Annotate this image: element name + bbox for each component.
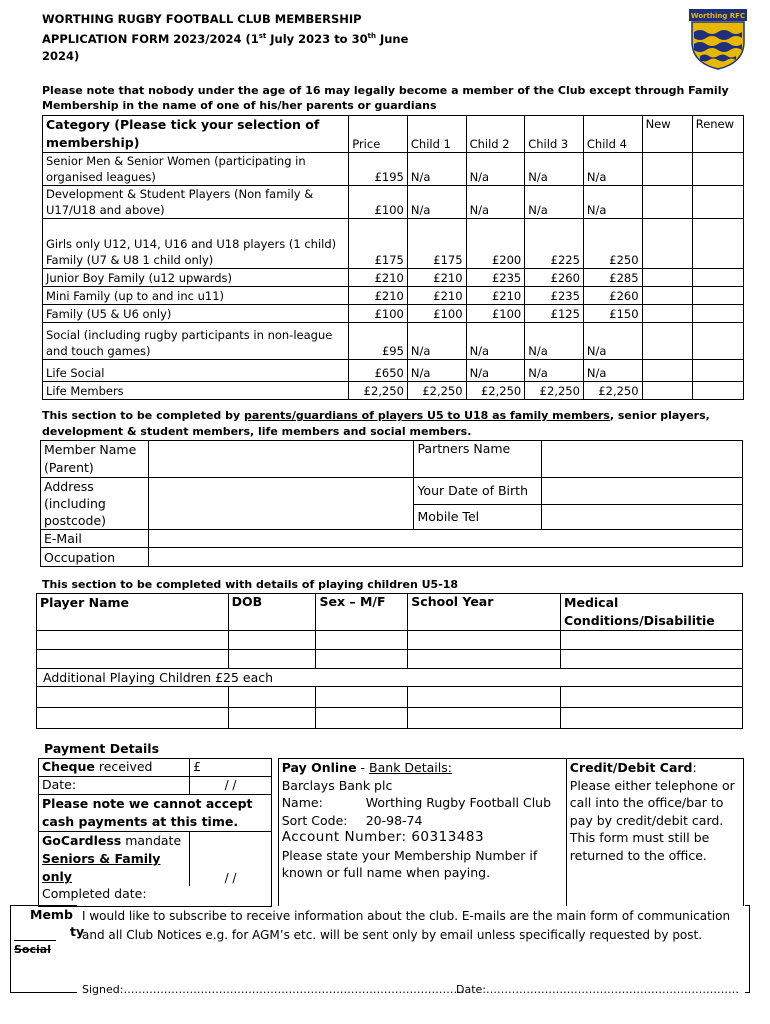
fee-child-1: £175 [407,219,466,269]
header-child-1: Child 1 [407,116,466,153]
title-line-3: 2024) [42,48,80,63]
fee-row [43,305,744,323]
fee-row [43,219,744,269]
payment-reference-note: Please state your Membership Number if known or full name when paying. [281,847,538,880]
header-school-year: School Year [408,594,561,631]
renew-checkbox-cell[interactable] [692,269,743,287]
fee-row [43,269,744,287]
fee-category: Senior Men & Senior Women (participating in organised leagues) [43,153,349,186]
header-renew: Renew [692,116,743,153]
fee-category: Development & Student Players (Non family & U17/U18 and above) [43,186,349,219]
footer-tick-line [14,940,56,941]
new-checkbox-cell[interactable] [642,323,692,360]
label-partners-name: Partners Name [414,441,542,478]
fee-child-2: N/a [466,153,525,186]
fee-child-1: £100 [407,305,466,323]
child-row [37,687,743,708]
fee-category: Life Social [43,360,349,382]
fee-child-2: N/a [466,323,525,360]
title-line-1: WORTHING RUGBY FOOTBALL CLUB MEMBERSHIP [42,12,362,26]
membership-fees-table [42,115,744,400]
fee-price: £100 [349,186,408,219]
gocardless-label: GoCardless mandate Seniors & Family only [39,832,190,887]
mobile-tel-field[interactable] [542,505,743,530]
fee-row [43,153,744,186]
footer-right-border [745,905,750,993]
card-payment-block: Credit/Debit Card: Please either telephone or call into the office/bar to pay by credit/debit card. This form must still be returned to the office. [566,759,743,907]
new-checkbox-cell[interactable] [642,153,692,186]
header-child-2: Child 2 [466,116,525,153]
child-medical-field[interactable] [561,708,743,729]
fee-child-2: £100 [466,305,525,323]
fee-child-3: N/a [525,186,584,219]
children-section-intro: This section to be completed with details of playing children U5-18 [42,578,459,591]
fee-child-2: £200 [466,219,525,269]
ty-fragment: ty [70,924,85,939]
fee-child-3: £260 [525,269,584,287]
renew-checkbox-cell[interactable] [692,153,743,186]
child-name-field[interactable] [37,631,229,650]
date-line[interactable]: Date:…………………………………………………………… [456,983,739,996]
account-name: Name: Worthing Rugby Football Club [281,795,552,810]
child-name-field[interactable] [37,650,229,669]
child-dob-field[interactable] [228,708,316,729]
fee-category: Family (U5 & U6 only) [43,305,349,323]
children-header-row [37,594,743,631]
fee-category: Life Members [43,382,349,400]
child-row [37,650,743,669]
header-new: New [642,116,692,153]
new-checkbox-cell[interactable] [642,186,692,219]
fee-child-3: £2,250 [525,382,584,400]
child-sex-field[interactable] [316,650,408,669]
header-medical: Medical Conditions/Disabilitie [561,594,743,631]
child-name-field[interactable] [37,687,229,708]
header-child-4: Child 4 [583,116,642,153]
member-section-intro: This section to be completed by parents/guardians of players U5 to U18 as family members, senior players, development & student members, life members and social members. [42,409,710,438]
cheque-date-label: Date: [39,777,190,795]
fee-child-1: N/a [407,360,466,382]
header-sex: Sex – M/F [316,594,408,631]
child-school-year-field[interactable] [408,708,561,729]
child-sex-field[interactable] [316,631,408,650]
fee-child-1: N/a [407,153,466,186]
cheque-label: Cheque received [39,759,190,777]
title-line-2: APPLICATION FORM 2023/2024 (1st July 2023 to 30th June [42,31,409,46]
renew-checkbox-cell[interactable] [692,305,743,323]
form-title [42,11,462,65]
subscribe-text: I would like to subscribe to receive information about the club. E-mails are the main form of communication and all Club Notices e.g. for AGM’s etc. will be sent only by email unless specifically requested by post. [82,909,731,942]
fee-child-2: N/a [466,360,525,382]
label-member-name: Member Name (Parent) [41,441,149,478]
child-medical-field[interactable] [561,687,743,708]
fee-child-3: £125 [525,305,584,323]
fee-child-1: N/a [407,323,466,360]
fee-price: £210 [349,287,408,305]
new-checkbox-cell[interactable] [642,305,692,323]
fee-child-4: £2,250 [583,382,642,400]
fee-price: £2,250 [349,382,408,400]
child-school-year-field[interactable] [408,650,561,669]
fee-price: £210 [349,269,408,287]
payment-title: Payment Details [44,741,160,756]
child-dob-field[interactable] [228,687,316,708]
renew-checkbox-cell[interactable] [692,219,743,269]
children-table [36,593,743,729]
pay-online-block [278,759,566,907]
fee-child-3: £225 [525,219,584,269]
child-school-year-field[interactable] [408,631,561,650]
email-field[interactable] [148,530,742,548]
gocardless-date-field[interactable]: / / [190,832,271,887]
fee-child-1: £210 [407,269,466,287]
partners-name-field[interactable] [542,441,743,478]
additional-children-label: Additional Playing Children £25 each [37,669,743,687]
header-player-name: Player Name [37,594,229,631]
label-occupation: Occupation [41,548,149,567]
cheque-amount-field[interactable]: £ [190,759,271,777]
fee-child-2: N/a [466,186,525,219]
occupation-field[interactable] [148,548,742,567]
child-dob-field[interactable] [228,631,316,650]
fee-row [43,382,744,400]
fee-price: £95 [349,323,408,360]
fee-child-4: N/a [583,186,642,219]
social-fragment: Social [14,943,51,956]
renew-checkbox-cell[interactable] [692,323,743,360]
new-checkbox-cell[interactable] [642,269,692,287]
fee-child-2: £235 [466,269,525,287]
fee-child-1: £210 [407,287,466,305]
account-number: Account Number: 60313483 [281,829,485,845]
renew-checkbox-cell[interactable] [692,287,743,305]
child-sex-field[interactable] [316,687,408,708]
fee-child-4: N/a [583,360,642,382]
member-details-table [40,440,743,567]
memb-fragment: Memb [30,907,73,922]
fee-row [43,360,744,382]
signature-line[interactable]: Signed:………………………………………………………………………………… [82,983,465,996]
fee-row [43,323,744,360]
child-dob-field[interactable] [228,650,316,669]
child-row [37,708,743,729]
sort-code: Sort Code: 20-98-74 [281,812,423,828]
member-name-field[interactable] [148,441,414,478]
fee-child-4: N/a [583,323,642,360]
fee-child-4: N/a [583,153,642,186]
new-checkbox-cell[interactable] [642,219,692,269]
label-mobile-tel: Mobile Tel [414,505,542,530]
crest-text: Worthing RFC [690,12,746,20]
fee-category: Girls only U12, U14, U16 and U18 players (1 child) Family (U7 & U8 1 child only) [43,219,349,269]
fee-child-1: N/a [407,186,466,219]
fee-child-2: £2,250 [466,382,525,400]
label-email: E-Mail [41,530,149,548]
fee-category: Mini Family (up to and inc u11) [43,287,349,305]
cash-note: Please note we cannot accept cash payments at this time. [39,795,272,832]
renew-checkbox-cell[interactable] [692,382,743,400]
cheque-date-field[interactable]: / / [190,777,271,795]
fee-child-3: N/a [525,323,584,360]
address-field[interactable] [148,478,414,530]
fee-price: £100 [349,305,408,323]
fee-child-4: £285 [583,269,642,287]
bank-name: Barclays Bank plc [281,777,393,793]
fee-row [43,186,744,219]
club-crest-logo [688,8,748,70]
fee-child-2: £210 [466,287,525,305]
child-medical-field[interactable] [561,650,743,669]
child-sex-field[interactable] [316,708,408,729]
fee-price: £650 [349,360,408,382]
renew-checkbox-cell[interactable] [692,186,743,219]
fee-child-3: N/a [525,153,584,186]
label-address: Address (including postcode) [41,478,149,530]
fee-child-4: £150 [583,305,642,323]
payment-spacer [271,759,278,907]
date-of-birth-field[interactable] [542,478,743,505]
payment-table [38,758,744,907]
new-checkbox-cell[interactable] [642,360,692,382]
fee-category: Social (including rugby participants in non-league and touch games) [43,323,349,360]
header-category: Category (Please tick your selection of membership) [43,116,349,153]
fee-child-3: £235 [525,287,584,305]
fee-child-3: N/a [525,360,584,382]
child-name-field[interactable] [37,708,229,729]
footer-box [10,905,750,995]
fee-category: Junior Boy Family (u12 upwards) [43,269,349,287]
new-checkbox-cell[interactable] [642,287,692,305]
child-medical-field[interactable] [561,631,743,650]
child-school-year-field[interactable] [408,687,561,708]
fees-header-row [43,116,744,153]
fee-price: £195 [349,153,408,186]
pay-online-heading: Pay Online - Bank Details: [281,760,452,775]
child-row [37,631,743,650]
age-note: Please note that nobody under the age of 16 may legally become a member of the Club except through Family Membership in the name of one of his/her parents or guardians [42,84,729,112]
header-price: Price [349,116,408,153]
renew-checkbox-cell[interactable] [692,360,743,382]
fee-price: £175 [349,219,408,269]
new-checkbox-cell[interactable] [642,382,692,400]
fee-child-4: £260 [583,287,642,305]
header-child-3: Child 3 [525,116,584,153]
label-date-of-birth: Your Date of Birth [414,478,542,505]
fee-row [43,287,744,305]
fee-child-1: £2,250 [407,382,466,400]
additional-children-row [37,669,743,687]
completed-date-label: Completed date: [39,886,272,906]
fee-child-4: £250 [583,219,642,269]
header-dob: DOB [228,594,316,631]
seniors-family-only: Seniors & Family only [42,851,161,884]
